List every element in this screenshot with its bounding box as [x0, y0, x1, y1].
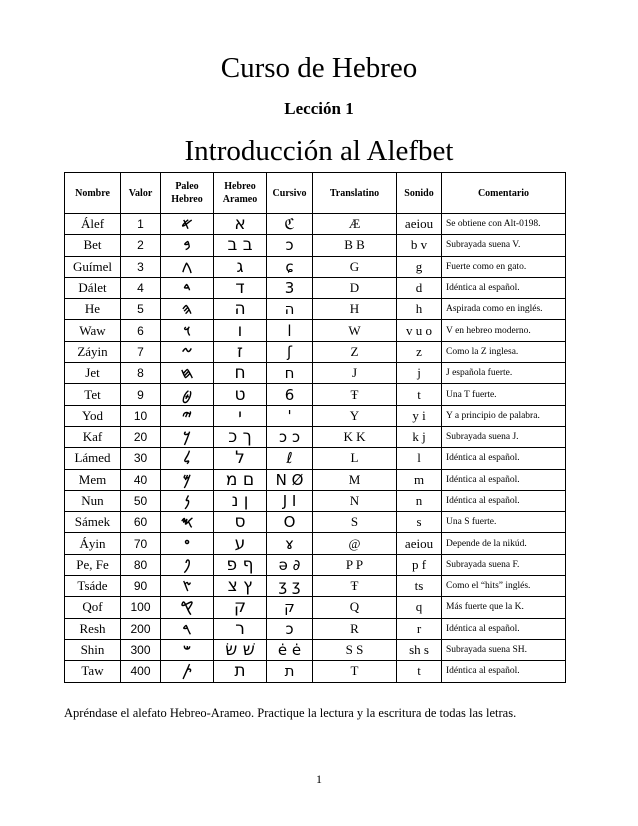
cell-sonido: t [397, 384, 442, 405]
cell-sonido: r [397, 618, 442, 639]
cell-translatino: J [313, 363, 397, 384]
cell-valor: 9 [121, 384, 161, 405]
header-hebreo-arameo: Hebreo Arameo [214, 173, 267, 214]
cell-sonido: j [397, 363, 442, 384]
cell-translatino: B B [313, 235, 397, 256]
cell-valor: 7 [121, 341, 161, 362]
table-row [65, 426, 566, 447]
table-row [65, 320, 566, 341]
cell-comentario: Subrayada suena F. [442, 554, 566, 575]
cell-nombre: Dálet [65, 277, 121, 298]
cell-valor: 10 [121, 405, 161, 426]
cell-sonido: s [397, 512, 442, 533]
table-row [65, 384, 566, 405]
table-row [65, 448, 566, 469]
cell-valor: 4 [121, 277, 161, 298]
cell-cursivo: J I [267, 490, 313, 511]
cell-translatino: @ [313, 533, 397, 554]
cell-translatino: K K [313, 426, 397, 447]
cell-hebreo-arameo: ם מ [214, 469, 267, 490]
cell-hebreo-arameo: ה [214, 299, 267, 320]
cell-nombre: Mem [65, 469, 121, 490]
cell-paleo-hebreo: 𐤊 [161, 426, 214, 447]
page-number: 1 [316, 772, 322, 786]
cell-hebreo-arameo: ח [214, 363, 267, 384]
cell-comentario: Una S fuerte. [442, 512, 566, 533]
cell-sonido: n [397, 490, 442, 511]
header-comentario: Comentario [442, 173, 566, 214]
cell-sonido: y i [397, 405, 442, 426]
cell-paleo-hebreo: 𐤉 [161, 405, 214, 426]
cell-cursivo: N Ø [267, 469, 313, 490]
cell-cursivo: ʃ [267, 341, 313, 362]
cell-translatino: H [313, 299, 397, 320]
cell-cursivo: ח [267, 363, 313, 384]
cell-nombre: Waw [65, 320, 121, 341]
cell-hebreo-arameo: ת [214, 661, 267, 682]
cell-hebreo-arameo: ד [214, 277, 267, 298]
table-row [65, 299, 566, 320]
cell-translatino: W [313, 320, 397, 341]
cell-hebreo-arameo: א [214, 214, 267, 235]
table-row [65, 639, 566, 660]
cell-valor: 90 [121, 576, 161, 597]
cell-hebreo-arameo: ף פ [214, 554, 267, 575]
cell-comentario: Idéntica al español. [442, 469, 566, 490]
header-translatino: Translatino [313, 173, 397, 214]
cell-paleo-hebreo: 𐤈 [161, 384, 214, 405]
cell-valor: 6 [121, 320, 161, 341]
table-row [65, 405, 566, 426]
header-valor: Valor [121, 173, 161, 214]
cell-comentario: Idéntica al español. [442, 618, 566, 639]
cell-paleo-hebreo: 𐤎 [161, 512, 214, 533]
cell-valor: 1 [121, 214, 161, 235]
cell-cursivo: ɔ [267, 235, 313, 256]
cell-translatino: T [313, 661, 397, 682]
cell-comentario: Y a principio de palabra. [442, 405, 566, 426]
cell-valor: 80 [121, 554, 161, 575]
cell-hebreo-arameo: ע [214, 533, 267, 554]
cell-comentario: Idéntica al español. [442, 448, 566, 469]
cell-paleo-hebreo: 𐤐 [161, 554, 214, 575]
document-title: Curso de Hebreo [220, 52, 418, 84]
cell-translatino: Ŧ [313, 384, 397, 405]
cell-nombre: Záyin [65, 341, 121, 362]
cell-paleo-hebreo: 𐤓 [161, 618, 214, 639]
cell-paleo-hebreo: 𐤑 [161, 576, 214, 597]
cell-paleo-hebreo: 𐤄 [161, 299, 214, 320]
cell-sonido: l [397, 448, 442, 469]
cell-valor: 60 [121, 512, 161, 533]
cell-paleo-hebreo: 𐤔 [161, 639, 214, 660]
cell-translatino: M [313, 469, 397, 490]
table-row [65, 576, 566, 597]
cell-cursivo: l [267, 320, 313, 341]
cell-nombre: He [65, 299, 121, 320]
cell-nombre: Qof [65, 597, 121, 618]
cell-paleo-hebreo: 𐤏 [161, 533, 214, 554]
cell-sonido: v u o [397, 320, 442, 341]
cell-nombre: Shin [65, 639, 121, 660]
cell-cursivo: ɤ [267, 533, 313, 554]
cell-valor: 70 [121, 533, 161, 554]
cell-cursivo: ə ∂ [267, 554, 313, 575]
header-sonido: Sonido [397, 173, 442, 214]
cell-hebreo-arameo: י [214, 405, 267, 426]
cell-cursivo: ℓ [267, 448, 313, 469]
cell-cursivo: ת [267, 661, 313, 682]
cell-translatino: S S [313, 639, 397, 660]
cell-comentario: Subrayada suena V. [442, 235, 566, 256]
cell-valor: 300 [121, 639, 161, 660]
table-row [65, 469, 566, 490]
cell-hebreo-arameo: ן נ [214, 490, 267, 511]
table-header-row [65, 173, 566, 214]
cell-valor: 40 [121, 469, 161, 490]
cell-nombre: Bet [65, 235, 121, 256]
cell-sonido: q [397, 597, 442, 618]
cell-paleo-hebreo: 𐤀 [161, 214, 214, 235]
cell-valor: 30 [121, 448, 161, 469]
cell-comentario: Depende de la nikúd. [442, 533, 566, 554]
cell-hebreo-arameo: ו [214, 320, 267, 341]
cell-hebreo-arameo: ג [214, 256, 267, 277]
cell-hebreo-arameo: ך כ [214, 426, 267, 447]
cell-sonido: t [397, 661, 442, 682]
cell-hebreo-arameo: ס [214, 512, 267, 533]
cell-comentario: Más fuerte que la K. [442, 597, 566, 618]
cell-comentario: Fuerte como en gato. [442, 256, 566, 277]
cell-sonido: k j [397, 426, 442, 447]
cell-nombre: Pe, Fe [65, 554, 121, 575]
cell-cursivo: ק [267, 597, 313, 618]
cell-cursivo: ℭ [267, 214, 313, 235]
table-row [65, 533, 566, 554]
cell-nombre: Lámed [65, 448, 121, 469]
cell-valor: 20 [121, 426, 161, 447]
cell-paleo-hebreo: 𐤒 [161, 597, 214, 618]
document-subtitle: Introducción al Alefbet [184, 135, 454, 167]
cell-translatino: S [313, 512, 397, 533]
cell-valor: 50 [121, 490, 161, 511]
cell-translatino: Z [313, 341, 397, 362]
cell-sonido: m [397, 469, 442, 490]
cell-hebreo-arameo: ט [214, 384, 267, 405]
cell-valor: 200 [121, 618, 161, 639]
cell-cursivo: 3 [267, 277, 313, 298]
cell-nombre: Sámek [65, 512, 121, 533]
cell-hebreo-arameo: ץ צ [214, 576, 267, 597]
cell-sonido: h [397, 299, 442, 320]
cell-paleo-hebreo: 𐤕 [161, 661, 214, 682]
cell-translatino: R [313, 618, 397, 639]
cell-hebreo-arameo: ב ב [214, 235, 267, 256]
cell-hebreo-arameo: שׁ שׂ [214, 639, 267, 660]
cell-valor: 8 [121, 363, 161, 384]
cell-comentario: Aspirada como en inglés. [442, 299, 566, 320]
cell-translatino: L [313, 448, 397, 469]
cell-valor: 100 [121, 597, 161, 618]
cell-translatino: Æ [313, 214, 397, 235]
cell-hebreo-arameo: ל [214, 448, 267, 469]
lesson-heading: Lección 1 [284, 99, 354, 118]
cell-comentario: Subrayada suena J. [442, 426, 566, 447]
cell-nombre: Kaf [65, 426, 121, 447]
table-row [65, 214, 566, 235]
cell-nombre: Taw [65, 661, 121, 682]
table-row [65, 256, 566, 277]
table-row [65, 661, 566, 682]
cell-hebreo-arameo: ר [214, 618, 267, 639]
table-row [65, 618, 566, 639]
table-row [65, 341, 566, 362]
cell-paleo-hebreo: 𐤋 [161, 448, 214, 469]
cell-nombre: Tet [65, 384, 121, 405]
cell-nombre: Jet [65, 363, 121, 384]
cell-valor: 3 [121, 256, 161, 277]
cell-translatino: N [313, 490, 397, 511]
cell-hebreo-arameo: ז [214, 341, 267, 362]
cell-valor: 400 [121, 661, 161, 682]
cell-cursivo: ה [267, 299, 313, 320]
cell-paleo-hebreo: 𐤁 [161, 235, 214, 256]
cell-translatino: Q [313, 597, 397, 618]
cell-nombre: Álef [65, 214, 121, 235]
cell-translatino: D [313, 277, 397, 298]
cell-translatino: P P [313, 554, 397, 575]
cell-cursivo: ' [267, 405, 313, 426]
cell-comentario: Una T fuerte. [442, 384, 566, 405]
cell-nombre: Nun [65, 490, 121, 511]
cell-cursivo: ɕ [267, 256, 313, 277]
header-paleo-hebreo: Paleo Hebreo [161, 173, 214, 214]
cell-paleo-hebreo: 𐤃 [161, 277, 214, 298]
cell-cursivo: 6 [267, 384, 313, 405]
table-row [65, 277, 566, 298]
cell-nombre: Tsáde [65, 576, 121, 597]
table-row [65, 597, 566, 618]
table-row [65, 235, 566, 256]
cell-hebreo-arameo: ק [214, 597, 267, 618]
cell-translatino: Ŧ [313, 576, 397, 597]
instruction-note: Apréndase el alefato Hebreo-Arameo. Practique la lectura y la escritura de todas las letras. [64, 706, 517, 720]
cell-nombre: Áyin [65, 533, 121, 554]
cell-cursivo: ʒ ʒ [267, 576, 313, 597]
cell-paleo-hebreo: 𐤂 [161, 256, 214, 277]
cell-comentario: V en hebreo moderno. [442, 320, 566, 341]
cell-sonido: sh s [397, 639, 442, 660]
table-row [65, 490, 566, 511]
cell-paleo-hebreo: 𐤅 [161, 320, 214, 341]
cell-paleo-hebreo: 𐤆 [161, 341, 214, 362]
cell-cursivo: ė ė [267, 639, 313, 660]
cell-comentario: Idéntica al español. [442, 661, 566, 682]
cell-comentario: Se obtiene con Alt-0198. [442, 214, 566, 235]
cell-translatino: Y [313, 405, 397, 426]
cell-sonido: d [397, 277, 442, 298]
cell-nombre: Yod [65, 405, 121, 426]
cell-comentario: Subrayada suena SH. [442, 639, 566, 660]
cell-sonido: aeiou [397, 533, 442, 554]
table-row [65, 363, 566, 384]
cell-sonido: ts [397, 576, 442, 597]
cell-cursivo: ɔ ɔ [267, 426, 313, 447]
cell-translatino: G [313, 256, 397, 277]
cell-sonido: b v [397, 235, 442, 256]
cell-cursivo: ɔ [267, 618, 313, 639]
cell-comentario: J española fuerte. [442, 363, 566, 384]
cell-valor: 5 [121, 299, 161, 320]
cell-comentario: Como el “hits” inglés. [442, 576, 566, 597]
cell-paleo-hebreo: 𐤍 [161, 490, 214, 511]
cell-sonido: aeiou [397, 214, 442, 235]
cell-sonido: g [397, 256, 442, 277]
cell-comentario: Idéntica al español. [442, 490, 566, 511]
cell-comentario: Idéntica al español. [442, 277, 566, 298]
cell-valor: 2 [121, 235, 161, 256]
cell-paleo-hebreo: 𐤇 [161, 363, 214, 384]
cell-paleo-hebreo: 𐤌 [161, 469, 214, 490]
header-cursivo: Cursivo [267, 173, 313, 214]
cell-sonido: p f [397, 554, 442, 575]
cell-nombre: Guímel [65, 256, 121, 277]
header-nombre: Nombre [65, 173, 121, 214]
alefbet-table [64, 172, 566, 683]
table-body [65, 214, 566, 683]
table-row [65, 554, 566, 575]
cell-nombre: Resh [65, 618, 121, 639]
cell-comentario: Como la Z inglesa. [442, 341, 566, 362]
cell-sonido: z [397, 341, 442, 362]
table-row [65, 512, 566, 533]
cell-cursivo: O [267, 512, 313, 533]
